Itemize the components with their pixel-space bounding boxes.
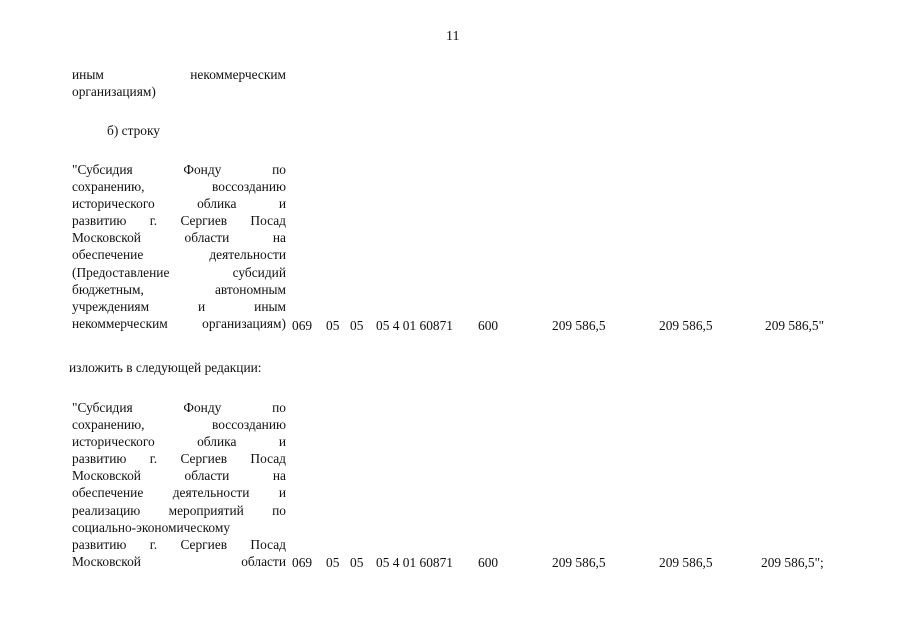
- text-line: обеспечение деятельности и: [72, 485, 286, 501]
- text-line: исторического облика и: [72, 434, 286, 450]
- text-line: Московской области на: [72, 230, 286, 246]
- text-line: развитию г. Сергиев Посад: [72, 451, 286, 467]
- subsection-cell: 05: [350, 555, 364, 570]
- text-line: иным некоммерческим: [72, 67, 286, 82]
- amount-cell-2: 209 586,5: [659, 555, 713, 570]
- code-cell: 069: [292, 318, 313, 333]
- text-line: организациям): [72, 84, 156, 100]
- continued-row-text: [72, 66, 286, 100]
- text-line: учреждениям и иным: [72, 298, 286, 314]
- text-line: сохранению, воссозданию: [72, 179, 286, 195]
- text-line: некоммерческим организациям): [72, 315, 286, 331]
- subsection-cell: 05: [350, 318, 364, 333]
- text-line: "Субсидия Фонду по: [72, 162, 286, 177]
- new-row-description: [72, 399, 286, 570]
- text-line: развитию г. Сергиев Посад: [72, 536, 286, 552]
- expense-type-cell: 600: [478, 318, 499, 333]
- text-line: "Субсидия Фонду по: [72, 400, 286, 415]
- code-cell: 069: [292, 555, 313, 570]
- text-line: сохранению, воссозданию: [72, 417, 286, 433]
- amount-cell-3: 209 586,5": [765, 318, 825, 333]
- section-cell: 05: [326, 555, 340, 570]
- text-line: бюджетным, автономным: [72, 281, 286, 297]
- text-line: реализацию мероприятий по: [72, 502, 286, 518]
- item-b-label: б) строку: [107, 123, 160, 138]
- target-article-cell: 05 4 01 60871: [376, 555, 453, 570]
- expense-type-cell: 600: [478, 555, 499, 570]
- page-number: 11: [446, 29, 460, 44]
- text-line: обеспечение деятельности: [72, 247, 286, 263]
- text-line: социально-экономическому: [72, 519, 231, 535]
- amount-cell-2: 209 586,5: [659, 318, 713, 333]
- text-line: (Предоставление субсидий: [72, 264, 286, 280]
- old-row-description: [72, 161, 286, 332]
- text-line: Московской области на: [72, 468, 286, 484]
- text-line: развитию г. Сергиев Посад: [72, 213, 286, 229]
- edit-instruction: изложить в следующей редакции:: [69, 360, 262, 375]
- text-line: исторического облика и: [72, 196, 286, 212]
- section-cell: 05: [326, 318, 340, 333]
- target-article-cell: 05 4 01 60871: [376, 318, 453, 333]
- amount-cell-1: 209 586,5: [552, 555, 606, 570]
- amount-cell-1: 209 586,5: [552, 318, 606, 333]
- text-line: Московской области: [72, 553, 286, 569]
- amount-cell-3: 209 586,5";: [761, 555, 824, 570]
